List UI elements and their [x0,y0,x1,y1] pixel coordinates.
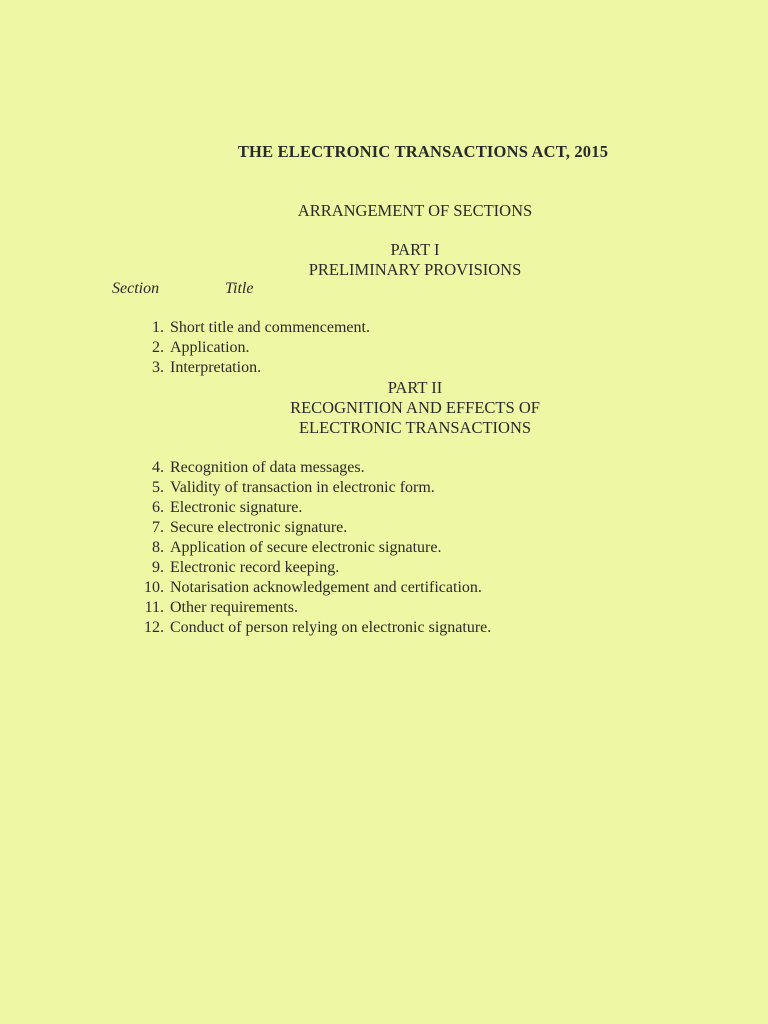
section-number: 3. [152,359,164,376]
section-item-10 [0,578,768,598]
part-2-heading-line-2: ELECTRONIC TRANSACTIONS [298,418,532,437]
arrangement-heading: ARRANGEMENT OF SECTIONS [297,201,533,220]
title-column-header: Title [225,280,254,297]
section-title: Interpretation. [170,359,262,376]
section-title: Short title and commencement. [170,319,370,336]
section-number: 7. [152,519,164,536]
section-number: 2. [152,339,164,356]
section-title: Validity of transaction in electronic form. [170,479,435,496]
part-2-label: PART II [387,378,443,397]
section-number: 6. [152,499,164,516]
section-item-8 [0,538,768,558]
section-number: 8. [152,539,164,556]
section-item-11 [0,598,768,618]
part-2-section-list [0,458,768,638]
part-1-section-list [0,318,768,378]
section-item-2 [0,338,768,358]
section-item-7 [0,518,768,538]
section-number: 11. [144,599,164,616]
section-number: 1. [152,319,164,336]
section-number: 12. [144,619,164,636]
section-item-4 [0,458,768,478]
section-title: Recognition of data messages. [170,459,365,476]
part-1-heading: PRELIMINARY PROVISIONS [308,260,522,279]
section-item-3 [0,358,768,378]
section-number: 5. [152,479,164,496]
section-item-1 [0,318,768,338]
section-number: 10. [144,579,164,596]
part-2-heading-line-1: RECOGNITION AND EFFECTS OF [290,398,540,417]
part-1-label: PART I [390,240,440,259]
section-title: Application of secure electronic signature. [170,539,442,556]
section-title: Secure electronic signature. [170,519,348,536]
section-number: 9. [152,559,164,576]
section-number: 4. [152,459,164,476]
section-item-9 [0,558,768,578]
section-item-6 [0,498,768,518]
section-title: Application. [170,339,250,356]
section-title: Electronic signature. [170,499,303,516]
section-title: Conduct of person relying on electronic signature. [170,619,492,636]
section-title: Electronic record keeping. [170,559,340,576]
section-item-5 [0,478,768,498]
section-column-header: Section [112,280,160,297]
act-title: THE ELECTRONIC TRANSACTIONS ACT, 2015 [237,142,609,161]
section-item-12 [0,618,768,638]
section-title: Notarisation acknowledgement and certification. [170,579,482,596]
section-title: Other requirements. [170,599,298,616]
